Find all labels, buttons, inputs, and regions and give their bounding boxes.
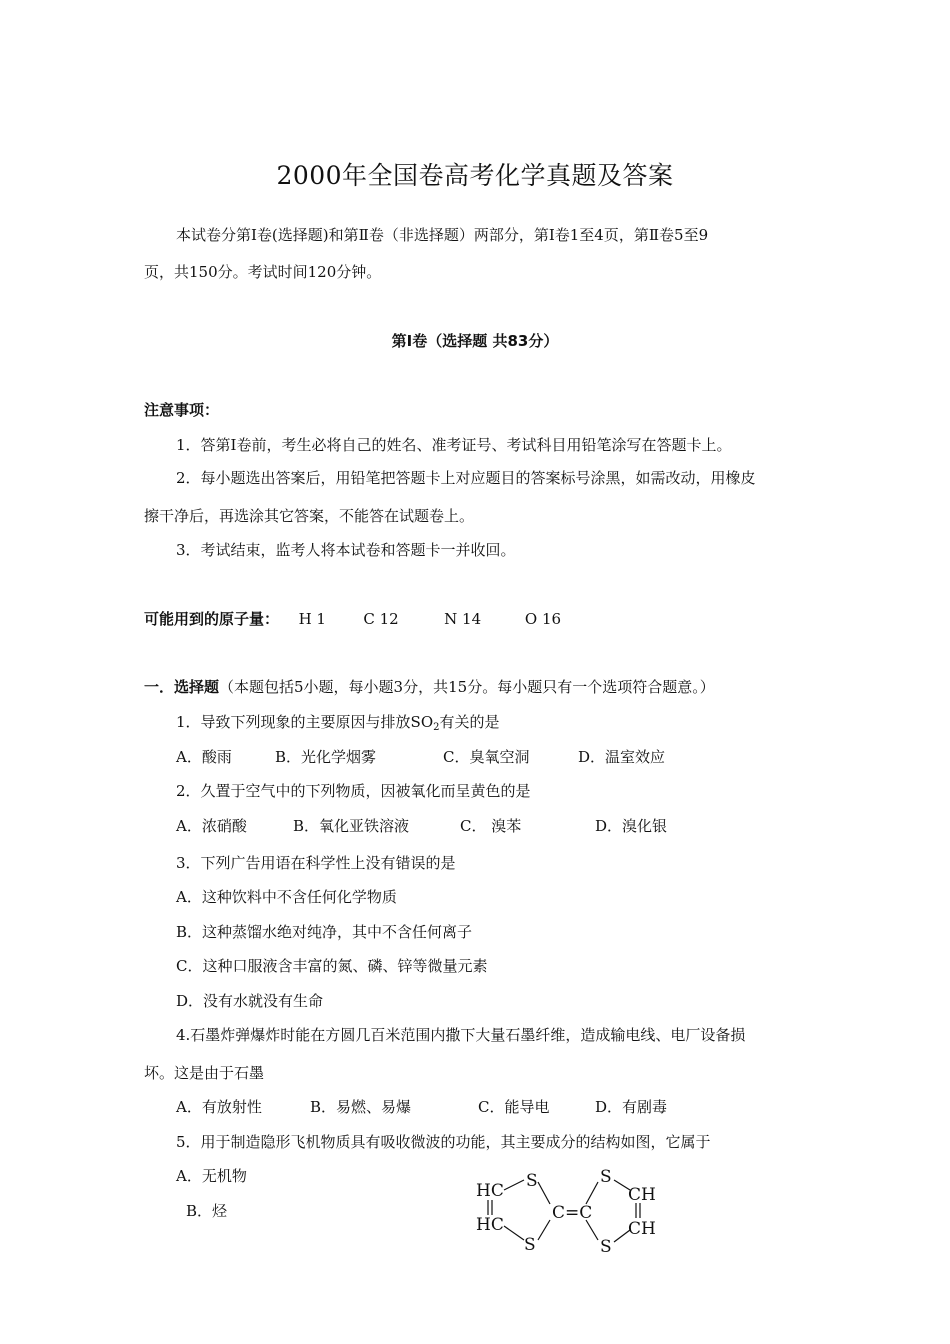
q2-option-d: D．溴化银 bbox=[595, 817, 668, 835]
part1-heading: 一．选择题 bbox=[144, 678, 220, 696]
struct-bond-6 bbox=[586, 1220, 598, 1240]
struct-hc-top: HC bbox=[476, 1181, 504, 1201]
q5-option-a: A．无机物 bbox=[176, 1167, 247, 1185]
struct-s-right-bottom: S bbox=[600, 1237, 612, 1257]
note-item-2-line-2: 擦干净后，再选涂其它答案，不能答在试题卷上。 bbox=[144, 507, 475, 525]
q2-option-c: C． 溴苯 bbox=[460, 817, 522, 835]
q3-option-b: B．这种蒸馏水绝对纯净，其中不含任何离子 bbox=[176, 923, 473, 941]
struct-ch-bottom: CH bbox=[628, 1219, 656, 1239]
q4-option-d: D．有剧毒 bbox=[595, 1098, 668, 1116]
q3-option-d: D．没有水就没有生命 bbox=[176, 992, 324, 1010]
q4-stem-line-2: 坏。这是由于石墨 bbox=[144, 1064, 265, 1082]
q1-stem bbox=[176, 712, 816, 738]
q1-option-b: B．光化学烟雾 bbox=[275, 748, 377, 766]
part1-description: （本题包括5小题，每小题3分，共15分。每小题只有一个选项符合题意。） bbox=[219, 678, 715, 696]
q4-option-c: C．能导电 bbox=[478, 1098, 550, 1116]
atomic-mass-c: C 12 bbox=[363, 610, 399, 628]
q2-option-a: A．浓硝酸 bbox=[176, 817, 247, 835]
q1-stem-tail: 有关的是 bbox=[439, 713, 500, 731]
struct-bond-2 bbox=[504, 1226, 524, 1240]
q4-option-a: A．有放射性 bbox=[176, 1098, 262, 1116]
q1-option-a: A．酸雨 bbox=[176, 748, 232, 766]
struct-bond-5 bbox=[586, 1182, 598, 1204]
note-item-3: 3．考试结束，监考人将本试卷和答题卡一并收回。 bbox=[176, 541, 516, 559]
struct-bond-1 bbox=[504, 1180, 524, 1190]
q3-option-a: A．这种饮料中不含任何化学物质 bbox=[176, 888, 397, 906]
page-title: 2000年全国卷高考化学真题及答案 bbox=[276, 161, 674, 190]
struct-ch-top: CH bbox=[628, 1185, 656, 1205]
struct-s-left-bottom: S bbox=[524, 1235, 536, 1255]
struct-s-left-top: S bbox=[526, 1171, 538, 1191]
atomic-mass-h: H 1 bbox=[298, 610, 326, 628]
q1-stem-text: 1．导致下列现象的主要原因与排放SO bbox=[176, 713, 434, 731]
q1-option-c: C．臭氧空洞 bbox=[443, 748, 530, 766]
atomic-mass-o: O 16 bbox=[524, 610, 562, 628]
molecule-structure-diagram bbox=[470, 1160, 670, 1260]
q4-option-b: B．易燃、易爆 bbox=[310, 1098, 412, 1116]
q1-option-d: D．温室效应 bbox=[578, 748, 666, 766]
q2-option-b: B．氧化亚铁溶液 bbox=[293, 817, 410, 835]
q4-options bbox=[176, 1097, 816, 1117]
notes-heading: 注意事项： bbox=[144, 401, 220, 419]
note-item-2-line-1: 2．每小题选出答案后，用铅笔把答题卡上对应题目的答案标号涂黑，如需改动，用橡皮 bbox=[176, 469, 756, 487]
struct-hc-bottom: HC bbox=[476, 1215, 504, 1235]
q2-stem: 2．久置于空气中的下列物质，因被氧化而呈黄色的是 bbox=[176, 782, 531, 800]
q4-stem-line-1: 4.石墨炸弹爆炸时能在方圆几百米范围内撒下大量石墨纤维，造成输电线、电厂设备损 bbox=[176, 1026, 746, 1044]
part1-heading-line bbox=[144, 677, 814, 697]
atomic-masses-label: 可能用到的原子量： bbox=[144, 610, 280, 628]
atomic-masses bbox=[144, 609, 814, 629]
struct-s-right-top: S bbox=[600, 1167, 612, 1187]
intro-line-2: 页，共150分。考试时间120分钟。 bbox=[144, 263, 382, 281]
struct-bond-3 bbox=[538, 1182, 550, 1204]
q1-stem-subscript: 2 bbox=[433, 722, 440, 733]
q3-option-c: C．这种口服液含丰富的氮、磷、锌等微量元素 bbox=[176, 957, 488, 975]
struct-bond-4 bbox=[538, 1220, 550, 1240]
q5-option-b: B．烃 bbox=[186, 1202, 228, 1220]
atomic-mass-n: N 14 bbox=[444, 610, 482, 628]
section1-heading: 第Ⅰ卷（选择题 共83分） bbox=[391, 332, 559, 350]
q3-stem: 3．下列广告用语在科学性上没有错误的是 bbox=[176, 854, 456, 872]
q5-stem: 5．用于制造隐形飞机物质具有吸收微波的功能，其主要成分的结构如图，它属于 bbox=[176, 1133, 711, 1151]
q1-options bbox=[176, 747, 816, 767]
note-item-1: 1．答第Ⅰ卷前，考生必将自己的姓名、准考证号、考试科目用铅笔涂写在答题卡上。 bbox=[176, 436, 732, 454]
intro-line-1: 本试卷分第Ⅰ卷(选择题)和第Ⅱ卷（非选择题）两部分，第Ⅰ卷1至4页，第Ⅱ卷5至9 bbox=[176, 226, 709, 244]
q2-options bbox=[176, 816, 816, 836]
struct-cc: C=C bbox=[552, 1203, 593, 1223]
